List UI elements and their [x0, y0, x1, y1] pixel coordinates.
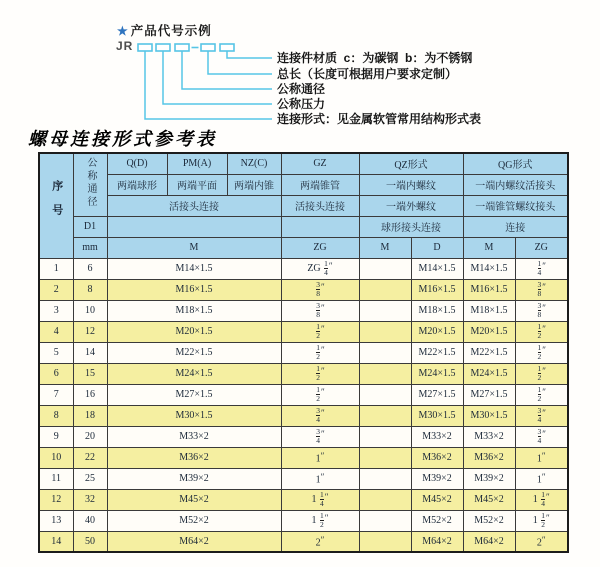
- inch-mark: ″: [321, 281, 325, 292]
- leader-line-length: [208, 51, 272, 74]
- cell-gz-zg: [281, 426, 359, 447]
- header-qpn-conn: 活接头连接: [107, 195, 281, 216]
- cell-qg-zg: 1 $\frac{1}{4}$ ″: [515, 489, 568, 510]
- cell-gz-zg: 1 $\frac{1}{2}$ ″: [281, 510, 359, 531]
- fraction: $\frac{1}{2}$: [537, 363, 542, 382]
- table-row: [39, 342, 568, 363]
- inch-mark: ″: [546, 491, 550, 502]
- cell-dn-mm: 6: [73, 258, 107, 279]
- cell-dn-mm: 20: [73, 426, 107, 447]
- cell-no: 5: [39, 342, 73, 363]
- cell-qg-zg: 2″: [515, 531, 568, 552]
- cell-qg-m: M30×1.5: [463, 405, 515, 426]
- inch-mark: ″: [320, 450, 325, 461]
- cell-qz-m: [359, 468, 411, 489]
- fraction: $\frac{1}{2}$: [320, 510, 324, 529]
- header-qd-desc: 两端球形: [107, 174, 167, 195]
- cell-no: 8: [39, 405, 73, 426]
- header-empty-qpn: [107, 216, 281, 237]
- table-row: [39, 489, 568, 510]
- inch-mark: ″: [542, 428, 546, 439]
- fraction: $\frac{1}{4}$: [541, 489, 545, 508]
- table-row: [39, 321, 568, 342]
- header-empty-gz: [281, 216, 359, 237]
- header-group-gz: GZ: [281, 153, 359, 174]
- fraction: $\frac{1}{2}$: [537, 384, 542, 403]
- cell-qz-m: [359, 321, 411, 342]
- leader-lines: [145, 51, 272, 119]
- cell-qz-d: M14×1.5: [411, 258, 463, 279]
- cell-qg-m: M27×1.5: [463, 384, 515, 405]
- header-mm: mm: [73, 237, 107, 258]
- cell-qz-d: M20×1.5: [411, 321, 463, 342]
- cell-dn-mm: 25: [73, 468, 107, 489]
- header-group-nzc: NZ(C): [227, 153, 281, 174]
- cell-qg-zg: [515, 405, 568, 426]
- cell-qg-m: M24×1.5: [463, 363, 515, 384]
- cell-qg-zg: [515, 321, 568, 342]
- cell-thread-m: M45×2: [107, 489, 281, 510]
- cell-no: 11: [39, 468, 73, 489]
- code-box-4: [201, 44, 215, 51]
- cell-thread-m: M52×2: [107, 510, 281, 531]
- cell-qg-m: M64×2: [463, 531, 515, 552]
- cell-qg-zg: [515, 342, 568, 363]
- diagram-heading: [117, 21, 212, 39]
- inch-mark: ″: [324, 491, 329, 502]
- cell-gz-zg: [281, 300, 359, 321]
- header-group-qg: QG形式: [463, 153, 568, 174]
- fraction: $\frac{3}{8}$: [316, 300, 320, 319]
- header-gz-conn: 活接头连接: [281, 195, 359, 216]
- header-gz-desc: 两端锥管: [281, 174, 359, 195]
- fraction: $\frac{1}{2}$: [316, 321, 320, 340]
- cell-dn-mm: 16: [73, 384, 107, 405]
- header-unit-zg-gz: ZG: [281, 237, 359, 258]
- cell-gz-zg: [281, 279, 359, 300]
- cell-qz-d: M36×2: [411, 447, 463, 468]
- header-qz-row3: 一端外螺纹: [359, 195, 463, 216]
- cell-gz-zg: 1 $\frac{1}{4}$ ″: [281, 489, 359, 510]
- header-group-pma: PM(A): [167, 153, 227, 174]
- cell-dn-mm: 14: [73, 342, 107, 363]
- cell-no: 3: [39, 300, 73, 321]
- code-prefix: JR: [116, 39, 134, 53]
- cell-qz-m: [359, 447, 411, 468]
- code-label-4: 连接形式：见金属软管常用结构形式表: [277, 112, 482, 126]
- cell-dn-mm: 50: [73, 531, 107, 552]
- inch-mark: ″: [542, 302, 546, 313]
- code-label-2: 公称通径: [277, 82, 326, 96]
- code-box-1: [138, 44, 152, 51]
- cell-no: 4: [39, 321, 73, 342]
- cell-thread-m: M33×2: [107, 426, 281, 447]
- inch-mark: ″: [321, 386, 325, 397]
- header-qg-row3: 一端锥管螺纹接头: [463, 195, 568, 216]
- inch-mark: ″: [320, 534, 325, 545]
- table-row: [39, 384, 568, 405]
- table-header: [39, 153, 568, 258]
- inch-mark: ″: [542, 365, 546, 376]
- inch-mark: ″: [542, 344, 546, 355]
- code-label-0: 连接件材质 c：为碳钢 b：为不锈钢: [277, 51, 473, 65]
- table-row: [39, 405, 568, 426]
- table-body: [39, 258, 568, 552]
- cell-qg-zg: [515, 279, 568, 300]
- inch-mark: ″: [324, 512, 329, 523]
- cell-gz-zg: [281, 405, 359, 426]
- fraction: $\frac{3}{4}$: [316, 426, 320, 445]
- inch-mark: ″: [546, 512, 550, 523]
- cell-thread-m: M18×1.5: [107, 300, 281, 321]
- cell-qz-d: M24×1.5: [411, 363, 463, 384]
- inch-mark: ″: [541, 471, 546, 482]
- fraction: $\frac{1}{2}$: [541, 510, 545, 529]
- nut-connection-table: [38, 152, 569, 553]
- inch-mark: ″: [542, 407, 546, 418]
- cell-gz-zg: [281, 363, 359, 384]
- table-row: [39, 300, 568, 321]
- leader-line-material: [227, 51, 272, 58]
- cell-qz-d: M45×2: [411, 489, 463, 510]
- fraction: $\frac{1}{2}$: [537, 342, 542, 361]
- cell-qz-d: M64×2: [411, 531, 463, 552]
- cell-qz-m: [359, 489, 411, 510]
- diagram-heading-text: 产品代号示例: [130, 24, 212, 38]
- fraction: $\frac{3}{4}$: [316, 405, 320, 424]
- cell-gz-zg: [281, 342, 359, 363]
- cell-thread-m: M14×1.5: [107, 258, 281, 279]
- cell-qz-d: M52×2: [411, 510, 463, 531]
- inch-mark: ″: [328, 260, 333, 271]
- cell-no: 1: [39, 258, 73, 279]
- cell-dn-mm: 22: [73, 447, 107, 468]
- header-qg-row4: 连接: [463, 216, 568, 237]
- header-qz-desc: 一端内螺纹: [359, 174, 463, 195]
- cell-no: 13: [39, 510, 73, 531]
- cell-qz-m: [359, 384, 411, 405]
- cell-qz-m: [359, 363, 411, 384]
- fraction: $\frac{1}{4}$: [537, 258, 542, 277]
- cell-gz-zg: 1″: [281, 468, 359, 489]
- cell-no: 10: [39, 447, 73, 468]
- fraction: $\frac{1}{2}$: [316, 342, 320, 361]
- cell-qz-m: [359, 531, 411, 552]
- fraction: $\frac{3}{4}$: [537, 426, 542, 445]
- cell-qz-m: [359, 426, 411, 447]
- inch-mark: ″: [542, 281, 546, 292]
- code-box-3: [175, 44, 189, 51]
- cell-qg-m: M45×2: [463, 489, 515, 510]
- inch-mark: ″: [321, 302, 325, 313]
- inch-mark: ″: [321, 407, 325, 418]
- cell-qg-zg: 1 $\frac{1}{2}$ ″: [515, 510, 568, 531]
- header-qg-desc: 一端内螺纹活接头: [463, 174, 568, 195]
- header-tongjing: 公称通径: [73, 153, 107, 216]
- cell-dn-mm: 8: [73, 279, 107, 300]
- header-unit-qz-d: D: [411, 237, 463, 258]
- cell-gz-zg: 1″: [281, 447, 359, 468]
- table-row: [39, 279, 568, 300]
- header-nzc-desc: 两端内锥: [227, 174, 281, 195]
- cell-gz-zg: ZG $\frac{1}{4}$ ″: [281, 258, 359, 279]
- code-label-3: 公称压力: [277, 97, 326, 111]
- cell-qz-d: M30×1.5: [411, 405, 463, 426]
- cell-qz-d: M39×2: [411, 468, 463, 489]
- cell-dn-mm: 18: [73, 405, 107, 426]
- cell-dn-mm: 10: [73, 300, 107, 321]
- fraction: $\frac{1}{2}$: [316, 384, 320, 403]
- header-unit-m-wide: M: [107, 237, 281, 258]
- table-row: [39, 510, 568, 531]
- cell-gz-zg: 2″: [281, 531, 359, 552]
- inch-mark: ″: [321, 365, 325, 376]
- cell-qg-zg: [515, 426, 568, 447]
- cell-qg-zg: 1″: [515, 447, 568, 468]
- cell-qg-m: M22×1.5: [463, 342, 515, 363]
- cell-no: 6: [39, 363, 73, 384]
- cell-qg-zg: 1″: [515, 468, 568, 489]
- cell-qz-m: [359, 300, 411, 321]
- fraction: $\frac{3}{8}$: [316, 279, 320, 298]
- code-label-1: 总长（长度可根据用户要求定制）: [277, 67, 458, 81]
- code-boxes: [138, 44, 234, 51]
- cell-qg-m: M16×1.5: [463, 279, 515, 300]
- table-row: [39, 468, 568, 489]
- cell-gz-zg: [281, 384, 359, 405]
- table-row: [39, 426, 568, 447]
- cell-thread-m: M20×1.5: [107, 321, 281, 342]
- inch-mark: ″: [321, 428, 325, 439]
- cell-no: 2: [39, 279, 73, 300]
- cell-dn-mm: 15: [73, 363, 107, 384]
- star-icon: ★: [117, 24, 129, 38]
- inch-mark: ″: [541, 534, 546, 545]
- cell-qg-m: M14×1.5: [463, 258, 515, 279]
- cell-qg-m: M36×2: [463, 447, 515, 468]
- cell-qz-d: M18×1.5: [411, 300, 463, 321]
- fraction: $\frac{1}{4}$: [324, 258, 328, 277]
- fraction: $\frac{3}{4}$: [537, 405, 542, 424]
- fraction: $\frac{3}{8}$: [537, 300, 542, 319]
- fraction: $\frac{1}{2}$: [537, 321, 542, 340]
- header-xuhao: 序号: [39, 153, 73, 258]
- cell-thread-m: M39×2: [107, 468, 281, 489]
- cell-qz-d: M33×2: [411, 426, 463, 447]
- cell-qg-m: M39×2: [463, 468, 515, 489]
- cell-thread-m: M64×2: [107, 531, 281, 552]
- cell-dn-mm: 40: [73, 510, 107, 531]
- cell-qg-zg: [515, 258, 568, 279]
- table-row: [39, 531, 568, 552]
- fraction: $\frac{3}{8}$: [537, 279, 542, 298]
- table-row: [39, 447, 568, 468]
- cell-qg-zg: [515, 300, 568, 321]
- cell-no: 7: [39, 384, 73, 405]
- table-row: [39, 363, 568, 384]
- cell-qz-m: [359, 279, 411, 300]
- cell-thread-m: M24×1.5: [107, 363, 281, 384]
- header-pma-desc: 两端平面: [167, 174, 227, 195]
- cell-qg-zg: [515, 363, 568, 384]
- cell-qz-m: [359, 510, 411, 531]
- cell-no: 14: [39, 531, 73, 552]
- cell-thread-m: M27×1.5: [107, 384, 281, 405]
- fraction: $\frac{1}{2}$: [316, 363, 320, 382]
- inch-mark: ″: [321, 344, 325, 355]
- cell-gz-zg: [281, 321, 359, 342]
- table-row: [39, 258, 568, 279]
- cell-thread-m: M16×1.5: [107, 279, 281, 300]
- header-unit-qg-m: M: [463, 237, 515, 258]
- table-title: 螺母连接形式参考表: [28, 129, 217, 149]
- header-qz-row4: 球形接头连接: [359, 216, 463, 237]
- cell-qg-m: M33×2: [463, 426, 515, 447]
- cell-no: 9: [39, 426, 73, 447]
- fraction: $\frac{1}{4}$: [320, 489, 324, 508]
- cell-qz-d: M16×1.5: [411, 279, 463, 300]
- inch-mark: ″: [542, 260, 546, 271]
- cell-qz-m: [359, 342, 411, 363]
- cell-thread-m: M30×1.5: [107, 405, 281, 426]
- cell-qg-zg: [515, 384, 568, 405]
- inch-mark: ″: [321, 323, 325, 334]
- cell-qz-d: M27×1.5: [411, 384, 463, 405]
- header-unit-qg-zg: ZG: [515, 237, 568, 258]
- header-group-qz: QZ形式: [359, 153, 463, 174]
- cell-thread-m: M22×1.5: [107, 342, 281, 363]
- cell-dn-mm: 32: [73, 489, 107, 510]
- header-unit-qz-m: M: [359, 237, 411, 258]
- code-box-2: [156, 44, 170, 51]
- cell-no: 12: [39, 489, 73, 510]
- header-d1: D1: [73, 216, 107, 237]
- cell-qz-m: [359, 405, 411, 426]
- leader-line-pressure: [163, 51, 272, 104]
- header-group-qd: Q(D): [107, 153, 167, 174]
- cell-qz-d: M22×1.5: [411, 342, 463, 363]
- cell-thread-m: M36×2: [107, 447, 281, 468]
- inch-mark: ″: [542, 323, 546, 334]
- cell-qg-m: M18×1.5: [463, 300, 515, 321]
- cell-qg-m: M52×2: [463, 510, 515, 531]
- cell-qg-m: M20×1.5: [463, 321, 515, 342]
- inch-mark: ″: [541, 450, 546, 461]
- inch-mark: ″: [542, 386, 546, 397]
- code-box-5: [220, 44, 234, 51]
- cell-qz-m: [359, 258, 411, 279]
- cell-dn-mm: 12: [73, 321, 107, 342]
- inch-mark: ″: [320, 471, 325, 482]
